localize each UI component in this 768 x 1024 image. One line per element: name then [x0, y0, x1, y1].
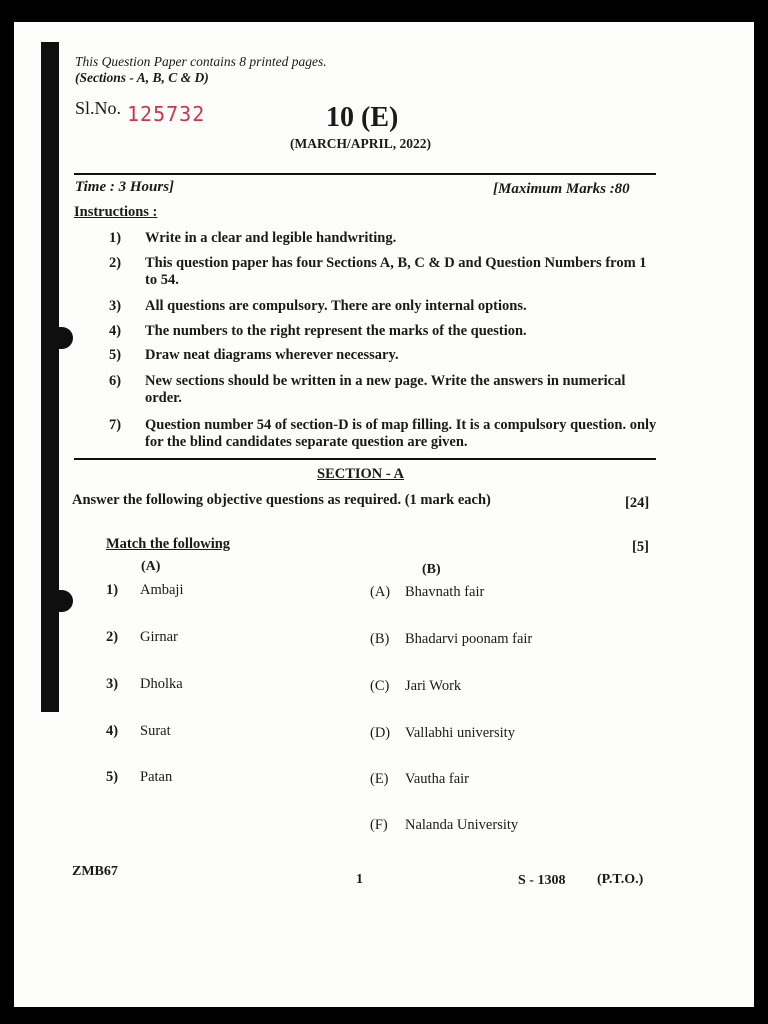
binding-notch: [59, 327, 73, 349]
match-item-b: (B) Bhadarvi poonam fair: [370, 631, 533, 647]
pto-note: (P.T.O.): [597, 872, 644, 887]
question-paper-page: This Question Paper contains 8 printed pages. (Sections - A, B, C & D) Sl.No. 125732 10 (E) (MARCH/APRIL, 2022) Time : 3 Hours] [Maximum Marks :80 Instructions : 1) Write in a clear and legible handwriting. 2) This question paper has four Sections A, B, C & D and Question Numbers from 1 to 54. 3) All questions are compulsory. There are only internal options. 4) The numbers to the right represent the marks of the question. 5) Draw neat diagrams wherever necessary. 6) New sections should be written in a new page. Write the answers in numerical order. 7) Question number 54 of section-D is of map filling. It is a compulsory question. only for the blind candidates separate question are given. SECTION - A Answer the following objective questions as required. (1 mark each) [24] Match the following [5] (A) (B) 1) Ambaji 2) Girnar 3) Dholka 4) Surat 5) Patan (A) Bhavnath fair (B) Bhadarvi poonam fair (C) Jari Work (D) Vallabhi university (E) Vautha fair (F) Nalanda University ZMB67 1 S - 1308 (P.T.O.): [14, 22, 754, 1007]
match-item-a: 1) Ambaji: [106, 582, 184, 598]
section-a-instruction: Answer the following objective questions as required. (1 mark each): [72, 492, 491, 508]
match-item-b: (A) Bhavnath fair: [370, 584, 485, 600]
paper-code: 10 (E): [326, 102, 399, 133]
match-item-a: 4) Surat: [106, 723, 171, 739]
serial-number: 125732: [127, 102, 206, 126]
section-a-marks: [24]: [625, 495, 650, 511]
divider: [74, 458, 656, 460]
series-code: S - 1308: [518, 873, 566, 888]
serial-label: Sl.No.: [75, 98, 122, 118]
column-a-label: (A): [141, 559, 161, 574]
page-number: 1: [356, 872, 363, 887]
time-allowed: Time : 3 Hours]: [75, 179, 175, 195]
match-item-b: (C) Jari Work: [370, 678, 462, 694]
match-item-b: (F) Nalanda University: [370, 817, 519, 833]
exam-session: (MARCH/APRIL, 2022): [290, 136, 431, 151]
match-heading: Match the following: [106, 536, 231, 552]
binding-strip: [41, 42, 59, 712]
match-marks: [5]: [632, 539, 649, 555]
match-item-b: (D) Vallabhi university: [370, 725, 515, 741]
binding-notch: [59, 590, 73, 612]
pages-note: This Question Paper contains 8 printed pages.: [75, 54, 327, 69]
column-b-label: (B): [422, 562, 441, 577]
instructions-heading: Instructions :: [74, 204, 158, 220]
maximum-marks: [Maximum Marks :80: [493, 181, 630, 197]
match-item-a: 3) Dholka: [106, 676, 183, 692]
section-a-title: SECTION - A: [317, 466, 405, 482]
match-item-b: (E) Vautha fair: [370, 771, 470, 787]
match-item-a: 2) Girnar: [106, 629, 178, 645]
footer-code: ZMB67: [72, 864, 118, 879]
match-item-a: 5) Patan: [106, 769, 173, 785]
sections-note: (Sections - A, B, C & D): [75, 70, 209, 85]
divider: [74, 173, 656, 175]
